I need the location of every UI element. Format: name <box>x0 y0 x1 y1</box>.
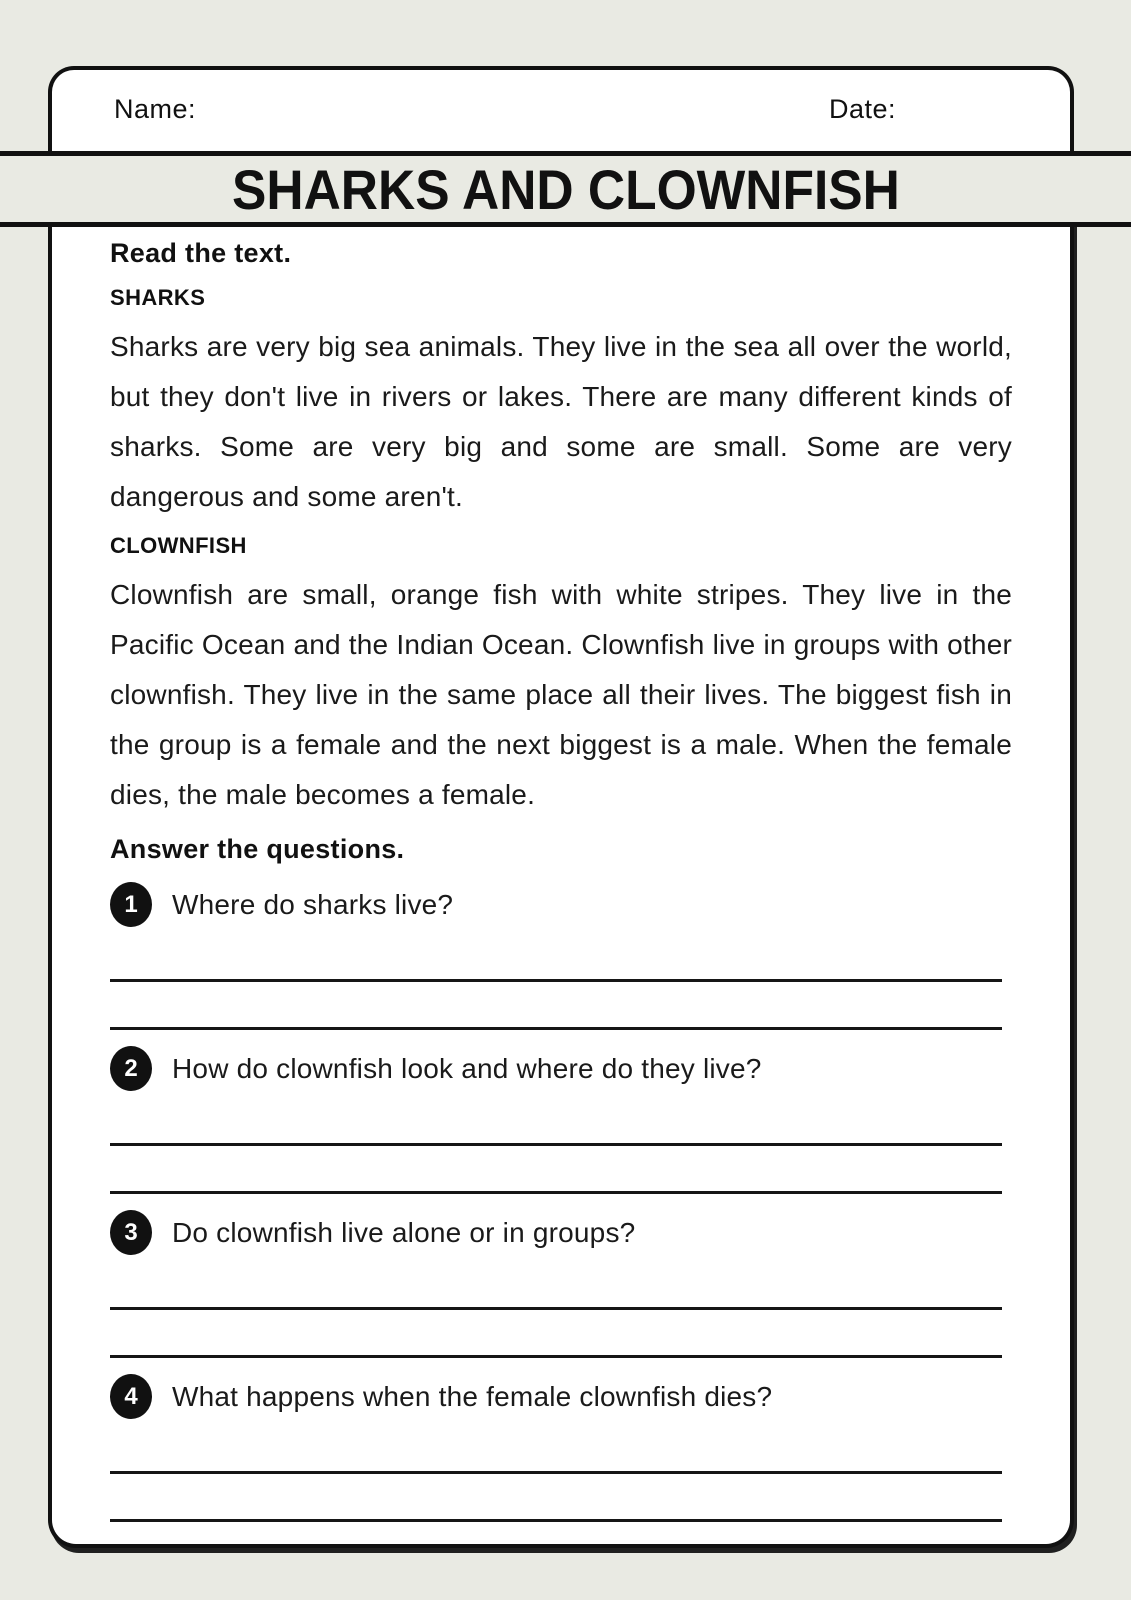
question-1-answer-line-1 <box>110 979 1002 982</box>
title-band <box>0 151 1131 227</box>
question-3-answer-line-2 <box>110 1355 1002 1358</box>
question-4-number-badge: 4 <box>110 1374 152 1419</box>
question-2 <box>110 1046 1012 1091</box>
question-1-text: Where do sharks live? <box>172 888 454 920</box>
answer-instruction: Answer the questions. <box>110 834 405 864</box>
question-1-answer-line-2 <box>110 1027 1002 1030</box>
question-4-answer-line-2 <box>110 1519 1002 1522</box>
question-2-number-badge: 2 <box>110 1046 152 1091</box>
question-1-number-badge: 1 <box>110 882 152 927</box>
read-instruction: Read the text. <box>110 238 292 268</box>
question-2-answer-line-1 <box>110 1143 1002 1146</box>
question-3-number-badge: 3 <box>110 1210 152 1255</box>
worksheet-title: SHARKS AND CLOWNFISH <box>231 157 900 221</box>
date-label: Date: <box>829 94 897 124</box>
section-heading-clownfish: CLOWNFISH <box>110 533 247 558</box>
passage-clownfish: Clownfish are small, orange fish with white stripes. They live in the Pacific Ocean and the Indian Ocean. Clownfish live in groups with other clownfish. They live in the same place all their lives. The biggest fish in the group is a female and the next biggest is a male. When the female dies, the male becomes a female. <box>110 579 1012 810</box>
worksheet-body <box>48 222 1074 1548</box>
question-2-answer-line-2 <box>110 1191 1002 1194</box>
question-4-text: What happens when the female clownfish dies? <box>172 1380 773 1412</box>
question-3-text: Do clownfish live alone or in groups? <box>172 1216 636 1248</box>
question-4 <box>110 1374 1012 1419</box>
name-date-box <box>48 66 1074 156</box>
question-3-answer-line-1 <box>110 1307 1002 1310</box>
question-4-answer-line-1 <box>110 1471 1002 1474</box>
question-3 <box>110 1210 1012 1255</box>
name-label: Name: <box>114 94 197 124</box>
question-1 <box>110 882 1012 927</box>
passage-sharks: Sharks are very big sea animals. They live in the sea all over the world, but they don't live in rivers or lakes. There are many different kinds of sharks. Some are very big and some are small. Some are very dangerous and some aren't. <box>110 331 1012 512</box>
section-heading-sharks: SHARKS <box>110 285 206 310</box>
question-2-text: How do clownfish look and where do they live? <box>172 1052 762 1084</box>
